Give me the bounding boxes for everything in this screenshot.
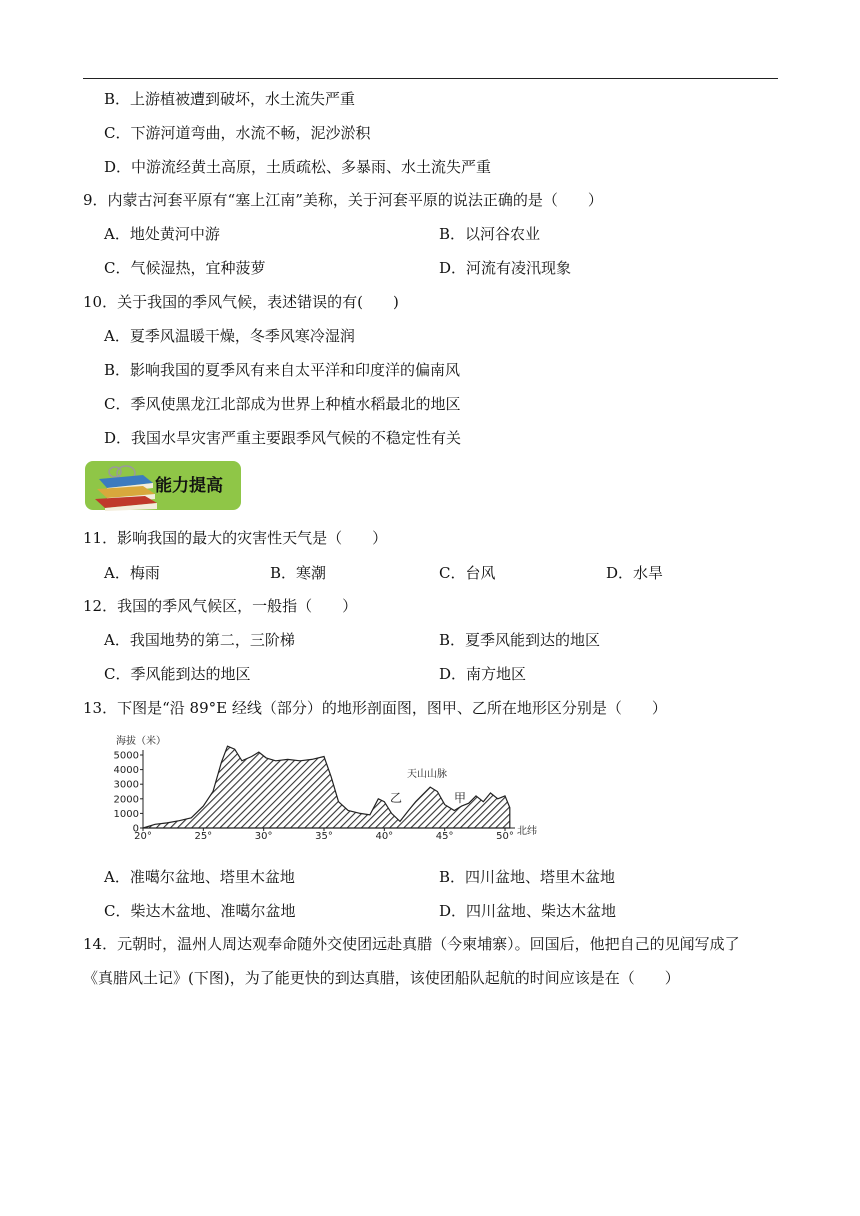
tianshan-label: 天山山脉 — [407, 769, 447, 780]
yi-label: 乙 — [390, 791, 403, 805]
q12-option-d: D．南方地区 — [439, 665, 527, 683]
x-tick-label: 20° — [134, 831, 152, 842]
q9-option-b: B．以河谷农业 — [439, 225, 541, 243]
x-tick-label: 45° — [435, 831, 454, 842]
section-title: 能力提高 — [155, 476, 223, 496]
q9-stem: 9．内蒙古河套平原有“塞上江南”美称，关于河套平原的说法正确的是（ ） — [83, 191, 603, 209]
q12-stem: 12．我国的季风气候区，一般指（ ） — [83, 597, 358, 615]
q8-option-d: D．中游流经黄土高原，土质疏松、多暴雨、水土流失严重 — [104, 158, 492, 176]
q11-option-b: B．寒潮 — [270, 564, 327, 582]
q10-option-d: D．我国水旱灾害严重主要跟季风气候的不稳定性有关 — [104, 429, 462, 447]
q9-option-c: C．气候湿热，宜种菠萝 — [104, 259, 266, 277]
q9-option-a: A．地处黄河中游 — [104, 225, 220, 243]
books-icon — [93, 461, 163, 511]
q14-line-2: 《真腊风土记》(下图)，为了能更快的到达真腊，该使团船队起航的时间应该是在（ ） — [83, 969, 680, 987]
q13-option-d: D．四川盆地、柴达木盆地 — [439, 902, 617, 920]
profile-y-axis — [114, 751, 143, 835]
y-tick-label: 5000 — [113, 750, 139, 762]
q12-option-b: B．夏季风能到达的地区 — [439, 631, 601, 649]
x-tick-label: 50° — [496, 831, 514, 842]
y-tick-label: 2000 — [113, 794, 139, 806]
terrain-profile-figure — [110, 732, 550, 842]
x-tick-label: 25° — [194, 831, 213, 842]
q13-option-b: B．四川盆地、塔里木盆地 — [439, 868, 616, 886]
q9-option-d: D．河流有凌汛现象 — [439, 259, 572, 277]
y-tick-label: 0 — [132, 823, 139, 835]
q13-option-a: A．准噶尔盆地、塔里木盆地 — [104, 868, 295, 886]
q12-option-c: C．季风能到达的地区 — [104, 665, 251, 683]
q13-stem: 13．下图是“沿 89°E 经线（部分）的地形剖面图，图甲、乙所在地形区分别是（ ） — [83, 699, 667, 717]
y-tick-label: 3000 — [113, 779, 139, 791]
x-tick-label: 35° — [315, 831, 333, 842]
q8-option-b: B．上游植被遭到破坏，水土流失严重 — [104, 90, 356, 108]
terrain-profile-area — [143, 746, 510, 828]
profile-x-axis — [134, 828, 514, 842]
header-rule — [83, 78, 778, 79]
jia-label: 甲 — [454, 791, 467, 805]
q13-option-c: C．柴达木盆地、准噶尔盆地 — [104, 902, 296, 920]
q10-option-b: B．影响我国的夏季风有来自太平洋和印度洋的偏南风 — [104, 361, 461, 379]
y-tick-label: 1000 — [113, 808, 139, 820]
q10-stem: 10．关于我国的季风气候，表述错误的有( ) — [83, 293, 399, 311]
q10-option-c: C．季风使黑龙江北部成为世界上种植水稻最北的地区 — [104, 395, 461, 413]
q10-option-a: A．夏季风温暖干燥，冬季风寒冷湿润 — [104, 327, 355, 345]
x-tick-label: 30° — [254, 831, 273, 842]
q11-option-c: C．台风 — [439, 564, 496, 582]
profile-x-unit: 北纬 — [517, 826, 537, 837]
y-tick-label: 4000 — [113, 765, 139, 777]
x-tick-label: 40° — [375, 831, 394, 842]
q11-option-d: D．水旱 — [606, 564, 664, 582]
q14-line-1: 14．元朝时，温州人周达观奉命随外交使团远赴真腊（今柬埔寨）。回国后，他把自己的见闻写成了 — [83, 935, 740, 953]
q11-stem: 11．影响我国的最大的灾害性天气是（ ） — [83, 529, 388, 547]
q8-option-c: C．下游河道弯曲，水流不畅，泥沙淤积 — [104, 124, 371, 142]
q12-option-a: A．我国地势的第二，三阶梯 — [104, 631, 295, 649]
profile-ylabel: 海拔（米） — [116, 736, 166, 747]
q11-option-a: A．梅雨 — [104, 564, 160, 582]
